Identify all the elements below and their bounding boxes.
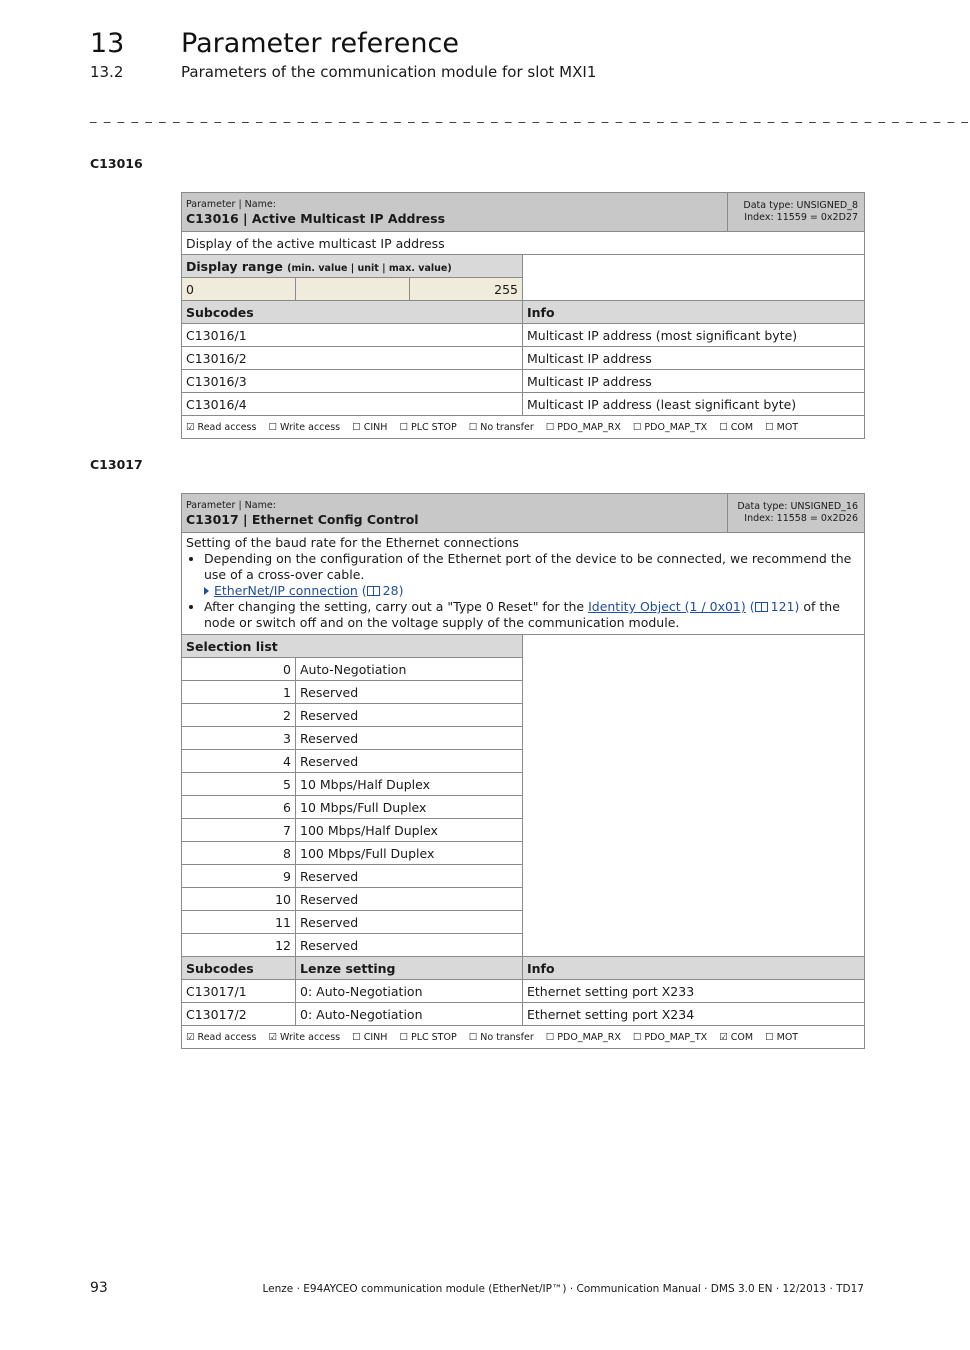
table-row	[182, 324, 865, 347]
c13017-lenze-header: Lenze setting	[296, 957, 523, 980]
selection-value: 10	[182, 888, 296, 911]
flag-read-access: ☑ Read access	[186, 1031, 257, 1043]
book-icon	[367, 586, 380, 596]
c13017-access-flags	[182, 1026, 865, 1049]
selection-value: 11	[182, 911, 296, 934]
subcode-info: Multicast IP address	[523, 347, 865, 370]
identity-object-link[interactable]: Identity Object (1 / 0x01)	[588, 599, 746, 614]
table-row	[182, 980, 865, 1003]
flag-no-transfer: ☐ No transfer	[468, 421, 534, 433]
list-item	[204, 599, 860, 631]
flag-com: ☑ COM	[719, 1031, 754, 1043]
header-divider: _ _ _ _ _ _ _ _ _ _ _ _ _ _ _ _ _ _ _ _ _ _ _ _ _ _ _ _ _ _ _ _ _ _ _ _ _ _ _ _ _ _ _ _ _ _ _ _ _ _ _ _ _ _ _ _ _ _ _ _ _ _ _ _	[90, 109, 970, 124]
ethernet-ip-connection-link[interactable]: EtherNet/IP connection	[214, 583, 358, 598]
c13016-range-blank	[523, 255, 865, 301]
subcode: C13016/3	[182, 370, 523, 393]
selection-text: Reserved	[296, 681, 523, 704]
c13017-param-label: Parameter | Name:	[186, 500, 276, 511]
selection-text: Auto-Negotiation	[296, 658, 523, 681]
flag-read-access: ☑ Read access	[186, 421, 257, 433]
c13017-type-cell	[728, 494, 865, 533]
selection-text: 100 Mbps/Full Duplex	[296, 842, 523, 865]
subcode: C13016/2	[182, 347, 523, 370]
table-row	[182, 347, 865, 370]
c13016-display-range-sub: (min. value | unit | max. value)	[287, 262, 452, 274]
chapter-title: Parameter reference	[181, 28, 459, 59]
note-text: Depending on the configuration of the Ethernet port of the device to be connected, we recommend the use of a cross-over cable.	[204, 551, 852, 582]
flag-cinh: ☐ CINH	[352, 421, 388, 433]
lenze-setting: 0: Auto-Negotiation	[296, 1003, 523, 1026]
flag-pdo-map-tx: ☐ PDO_MAP_TX	[632, 1031, 708, 1043]
note-text: of the node or switch off and on the voltage supply of the communication module.	[204, 599, 840, 630]
subcode-info: Multicast IP address (most significant byte)	[523, 324, 865, 347]
footer-text: Lenze · E94AYCEO communication module (EtherNet/IP™) · Communication Manual · DMS 3.0 EN · 12/2013 · TD17	[262, 1283, 864, 1295]
selection-text: Reserved	[296, 750, 523, 773]
c13017-name-cell	[182, 494, 728, 533]
c13016-data-type: Data type: UNSIGNED_8	[743, 200, 859, 211]
c13016-name-cell	[182, 193, 728, 232]
selection-value: 6	[182, 796, 296, 819]
c13016-index: Index: 11559 = 0x2D27	[744, 212, 859, 223]
flag-write-access: ☐ Write access	[268, 421, 341, 433]
c13016-max: 255	[410, 278, 523, 301]
c13016-subcodes-header: Subcodes	[182, 301, 523, 324]
selection-value: 2	[182, 704, 296, 727]
note-text: After changing the setting, carry out a "Type 0 Reset" for the	[204, 599, 585, 614]
c13017-info-header: Info	[523, 957, 865, 980]
flag-mot: ☐ MOT	[765, 421, 799, 433]
c13016-description: Display of the active multicast IP address	[182, 232, 865, 255]
c13017-heading: C13017	[90, 457, 143, 472]
selection-text: Reserved	[296, 865, 523, 888]
selection-value: 9	[182, 865, 296, 888]
c13016-unit	[296, 278, 410, 301]
selection-value: 1	[182, 681, 296, 704]
flag-pdo-map-rx: ☐ PDO_MAP_RX	[545, 1031, 621, 1043]
subcode: C13017/2	[182, 1003, 296, 1026]
table-row	[182, 393, 865, 416]
page-reference[interactable]: ( 121)	[749, 599, 800, 614]
c13016-display-range-label: Display range	[186, 258, 283, 274]
c13016-table	[181, 192, 865, 439]
flag-pdo-map-tx: ☐ PDO_MAP_TX	[632, 421, 708, 433]
book-icon	[755, 602, 768, 612]
lenze-setting: 0: Auto-Negotiation	[296, 980, 523, 1003]
selection-value: 0	[182, 658, 296, 681]
flag-mot: ☐ MOT	[765, 1031, 799, 1043]
subcode-info: Multicast IP address (least significant byte)	[523, 393, 865, 416]
section-title: Parameters of the communication module for slot MXI1	[181, 63, 597, 81]
c13016-access-flags	[182, 416, 865, 439]
subcode: C13016/1	[182, 324, 523, 347]
table-row	[182, 1003, 865, 1026]
c13017-index: Index: 11558 = 0x2D26	[744, 513, 858, 524]
selection-text: Reserved	[296, 704, 523, 727]
subcode-info: Multicast IP address	[523, 370, 865, 393]
flag-plc-stop: ☐ PLC STOP	[399, 1031, 457, 1043]
subcode: C13016/4	[182, 393, 523, 416]
selection-text: 10 Mbps/Half Duplex	[296, 773, 523, 796]
c13017-notes-list	[186, 551, 860, 631]
selection-value: 12	[182, 934, 296, 957]
selection-text: Reserved	[296, 888, 523, 911]
flag-cinh: ☐ CINH	[352, 1031, 388, 1043]
c13016-info-header: Info	[523, 301, 865, 324]
page-number: 93	[90, 1280, 108, 1296]
selection-text: Reserved	[296, 911, 523, 934]
flag-com: ☐ COM	[719, 421, 754, 433]
c13017-description-cell	[182, 533, 865, 635]
selection-value: 4	[182, 750, 296, 773]
c13016-display-range-header	[182, 255, 523, 278]
c13017-data-type: Data type: UNSIGNED_16	[737, 501, 858, 512]
flag-no-transfer: ☐ No transfer	[468, 1031, 534, 1043]
page-reference[interactable]: ( 28)	[361, 583, 404, 598]
selection-text: 100 Mbps/Half Duplex	[296, 819, 523, 842]
c13017-description: Setting of the baud rate for the Ethernet connections	[186, 535, 519, 550]
flag-write-access: ☑ Write access	[268, 1031, 341, 1043]
selection-value: 5	[182, 773, 296, 796]
c13016-name: C13016 | Active Multicast IP Address	[186, 211, 446, 226]
c13017-name: C13017 | Ethernet Config Control	[186, 512, 419, 527]
c13017-table	[181, 493, 865, 1049]
c13017-selection-blank	[523, 635, 865, 957]
subcode-info: Ethernet setting port X234	[523, 1003, 865, 1026]
flag-pdo-map-rx: ☐ PDO_MAP_RX	[545, 421, 621, 433]
selection-text: Reserved	[296, 934, 523, 957]
selection-text: 10 Mbps/Full Duplex	[296, 796, 523, 819]
subcode: C13017/1	[182, 980, 296, 1003]
selection-value: 8	[182, 842, 296, 865]
selection-text: Reserved	[296, 727, 523, 750]
section-number: 13.2	[90, 63, 124, 81]
list-item	[204, 551, 860, 599]
c13017-subcodes-header: Subcodes	[182, 957, 296, 980]
selection-value: 3	[182, 727, 296, 750]
c13016-param-label: Parameter | Name:	[186, 199, 276, 210]
table-row	[182, 370, 865, 393]
c13016-heading: C13016	[90, 156, 143, 171]
flag-plc-stop: ☐ PLC STOP	[399, 421, 457, 433]
c13016-min: 0	[182, 278, 296, 301]
c13016-type-cell	[728, 193, 865, 232]
chapter-number: 13	[90, 28, 125, 59]
arrow-right-icon	[204, 587, 209, 595]
c13017-selection-header: Selection list	[182, 635, 523, 658]
selection-value: 7	[182, 819, 296, 842]
subcode-info: Ethernet setting port X233	[523, 980, 865, 1003]
